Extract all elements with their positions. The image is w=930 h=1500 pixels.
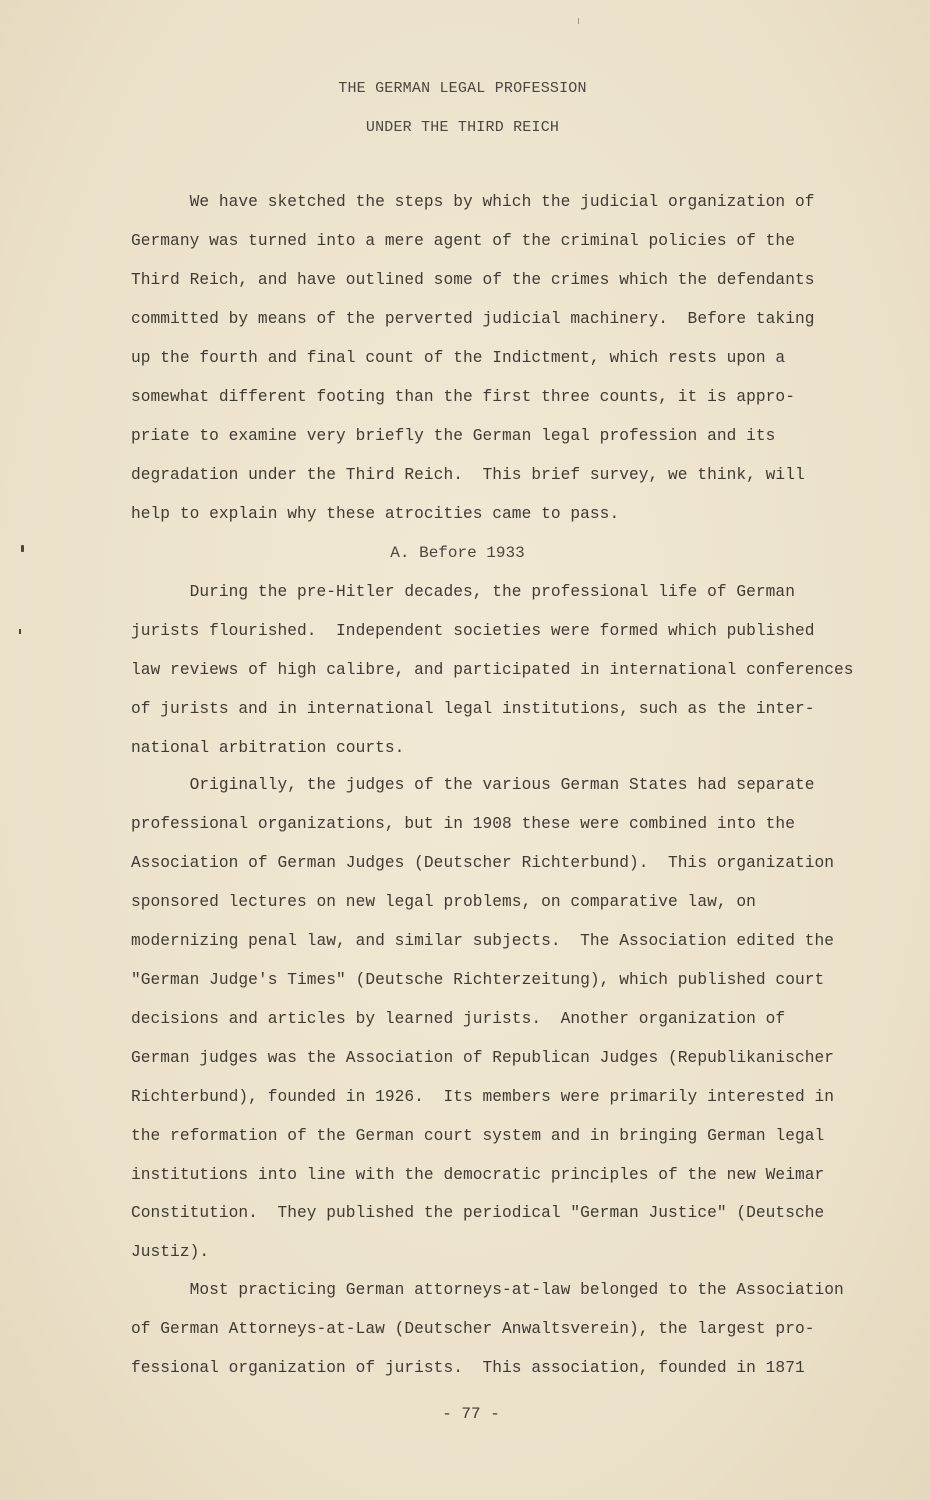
- margin-mark: [21, 545, 24, 552]
- section-heading: A. Before 1933: [390, 544, 525, 562]
- text-line: Justiz).: [131, 1243, 210, 1261]
- text-line: Association of German Judges (Deutscher Richterbund). This organization: [131, 854, 835, 872]
- text-line: sponsored lectures on new legal problems, on comparative law, on: [131, 893, 756, 911]
- text-line: fessional organization of jurists. This association, founded in 1871: [131, 1359, 805, 1377]
- text-line: the reformation of the German court system and in bringing German legal: [131, 1127, 825, 1145]
- text-line: We have sketched the steps by which the judicial organization of: [131, 193, 815, 211]
- text-line: committed by means of the perverted judicial machinery. Before taking: [131, 310, 815, 328]
- text-line: "German Judge's Times" (Deutsche Richterzeitung), which published court: [131, 971, 825, 989]
- margin-mark: [19, 629, 21, 634]
- page-number: - 77 -: [442, 1405, 500, 1423]
- text-line: jurists flourished. Independent societies were formed which published: [131, 622, 815, 640]
- text-line: professional organizations, but in 1908 these were combined into the: [131, 815, 795, 833]
- text-line: Third Reich, and have outlined some of the crimes which the defendants: [131, 271, 815, 289]
- text-line: Originally, the judges of the various German States had separate: [131, 776, 815, 794]
- text-line: institutions into line with the democratic principles of the new Weimar: [131, 1166, 825, 1184]
- text-line: help to explain why these atrocities came to pass.: [131, 505, 620, 523]
- text-line: Germany was turned into a mere agent of the criminal policies of the: [131, 232, 795, 250]
- text-line: of jurists and in international legal institutions, such as the inter-: [131, 700, 815, 718]
- text-line: national arbitration courts.: [131, 739, 405, 757]
- text-line: law reviews of high calibre, and participated in international conferences: [131, 661, 854, 679]
- text-line: decisions and articles by learned jurists. Another organization of: [131, 1010, 786, 1028]
- text-line: priate to examine very briefly the German legal profession and its: [131, 427, 776, 445]
- text-line: somewhat different footing than the first three counts, it is appro-: [131, 388, 795, 406]
- document-title-line-2: UNDER THE THIRD REICH: [365, 119, 560, 136]
- text-line: Most practicing German attorneys-at-law belonged to the Association: [131, 1281, 844, 1299]
- text-line: degradation under the Third Reich. This brief survey, we think, will: [131, 466, 805, 484]
- document-title-line-1: THE GERMAN LEGAL PROFESSION: [338, 80, 587, 97]
- text-line: of German Attorneys-at-Law (Deutscher Anwaltsverein), the largest pro-: [131, 1320, 815, 1338]
- text-line: up the fourth and final count of the Indictment, which rests upon a: [131, 349, 786, 367]
- text-line: Richterbund), founded in 1926. Its members were primarily interested in: [131, 1088, 835, 1106]
- text-line: German judges was the Association of Republican Judges (Republikanischer: [131, 1049, 835, 1067]
- text-line: modernizing penal law, and similar subjects. The Association edited the: [131, 932, 835, 950]
- scan-speck: [578, 18, 579, 24]
- text-line: Constitution. They published the periodical "German Justice" (Deutsche: [131, 1204, 825, 1222]
- text-line: During the pre-Hitler decades, the professional life of German: [131, 583, 795, 601]
